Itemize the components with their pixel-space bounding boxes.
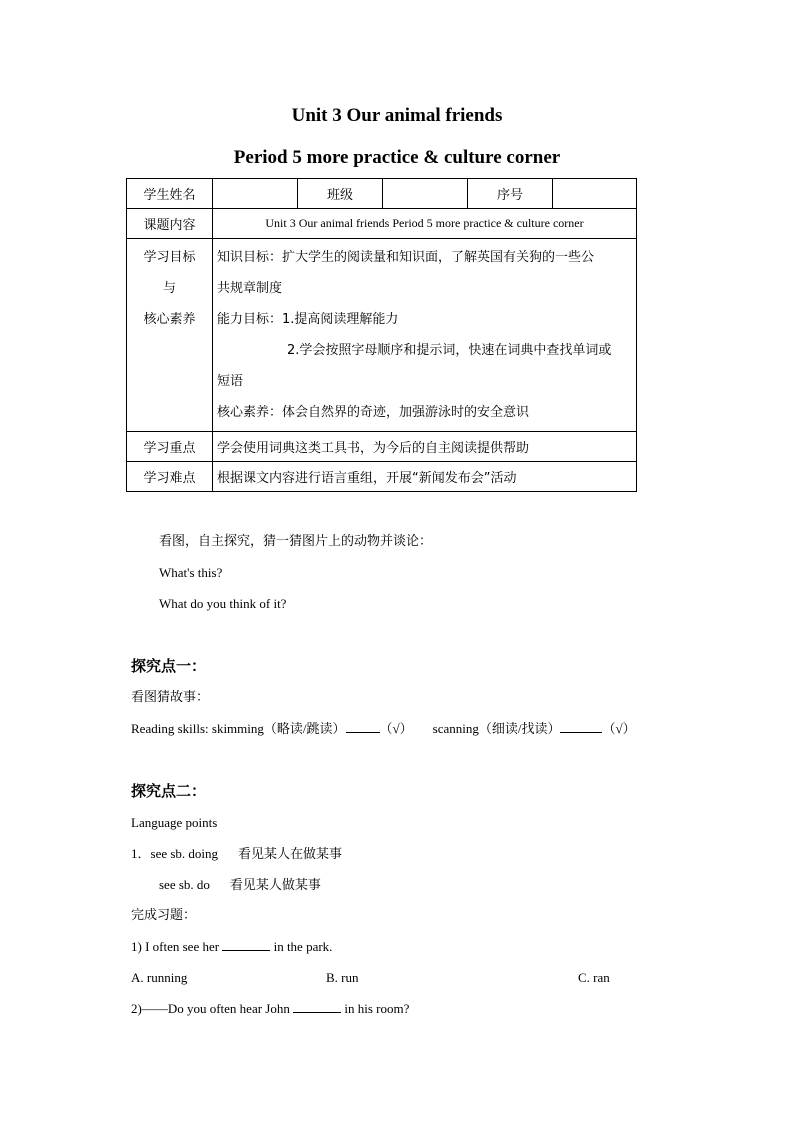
document-subtitle: Period 5 more practice & culture corner [233,147,561,168]
goals-label-line: 学习目标 [143,250,196,265]
key-point-row [127,432,637,462]
option-b: B. run [326,970,359,985]
language-point-item [159,876,321,895]
seat-number-label: 序号 [468,179,553,209]
goals-label-line: 与 [162,281,176,296]
answer-blank[interactable] [222,938,270,951]
scanning-label: scanning（细读/找读） [432,721,561,736]
class-field[interactable] [383,179,468,209]
goal-line: 知识目标：扩大学生的阅读量和知识面，了解英国有关狗的一些公 [217,250,595,265]
phrase-cn: 看见某人做某事 [229,878,321,893]
intro-question: What do you think of it? [159,596,287,611]
intro-question: What's this? [159,565,223,580]
question-1 [131,938,332,956]
check-mark: （√） [379,721,413,736]
goals-row [127,239,637,432]
skimming-label: Reading skills: skimming（略读/跳读） [131,721,346,736]
question-text: in the park. [273,939,333,954]
skimming-blank[interactable] [346,720,380,733]
goal-line: 2.学会按照字母顺序和提示词，快速在词典中查找单词或 [287,343,612,358]
answer-blank[interactable] [293,1000,341,1013]
option-c: C. ran [578,970,610,985]
document-title: Unit 3 Our animal friends [291,105,503,126]
reading-skills-line [131,720,636,738]
goal-line: 短语 [217,374,244,389]
section-heading: 探究点一： [131,657,207,675]
goals-label-line: 核心素养 [143,312,196,327]
exercise-heading: 完成习题： [131,908,197,923]
difficult-point-row [127,462,637,492]
goals-content [213,239,637,432]
key-point-value: 学会使用词典这类工具书，为今后的自主阅读提供帮助 [213,432,637,462]
goal-line: 核心素养：体会自然界的奇迹，加强游泳时的安全意识 [217,405,530,420]
item-number: 1． [131,846,151,861]
student-info-row [127,179,637,209]
option-a: A. running [131,970,188,985]
class-label: 班级 [298,179,383,209]
question-text: in his room? [344,1001,410,1016]
phrase-cn: 看见某人在做某事 [238,847,343,862]
language-point-item [131,845,342,864]
topic-label: 课题内容 [127,209,213,239]
section-heading: 探究点二： [131,782,207,800]
goal-line: 共规章制度 [217,281,283,296]
student-name-field[interactable] [213,179,298,209]
lesson-info-table [126,178,637,492]
seat-number-field[interactable] [553,179,637,209]
key-point-label: 学习重点 [127,432,213,462]
goals-label-cell [127,239,213,432]
language-points-heading: Language points [131,815,218,830]
topic-value: Unit 3 Our animal friends Period 5 more practice & culture corner [213,209,637,239]
scanning-blank[interactable] [560,720,602,733]
student-name-label: 学生姓名 [127,179,213,209]
difficult-point-label: 学习难点 [127,462,213,492]
phrase-en: see sb. do [159,877,210,892]
topic-row [127,209,637,239]
intro-instruction: 看图，自主探究，猜一猜图片上的动物并谈论： [159,534,433,549]
question-2 [131,1000,409,1018]
phrase-en: see sb. doing [150,846,219,861]
section-instruction: 看图猜故事： [131,690,210,705]
goal-line: 能力目标：1.提高阅读理解能力 [217,312,399,327]
question-text: 1) I often see her [131,939,220,954]
check-mark: （√） [602,721,636,736]
question-text: 2)——Do you often hear John [131,1001,290,1016]
difficult-point-value: 根据课文内容进行语言重组，开展“新闻发布会”活动 [213,462,637,492]
